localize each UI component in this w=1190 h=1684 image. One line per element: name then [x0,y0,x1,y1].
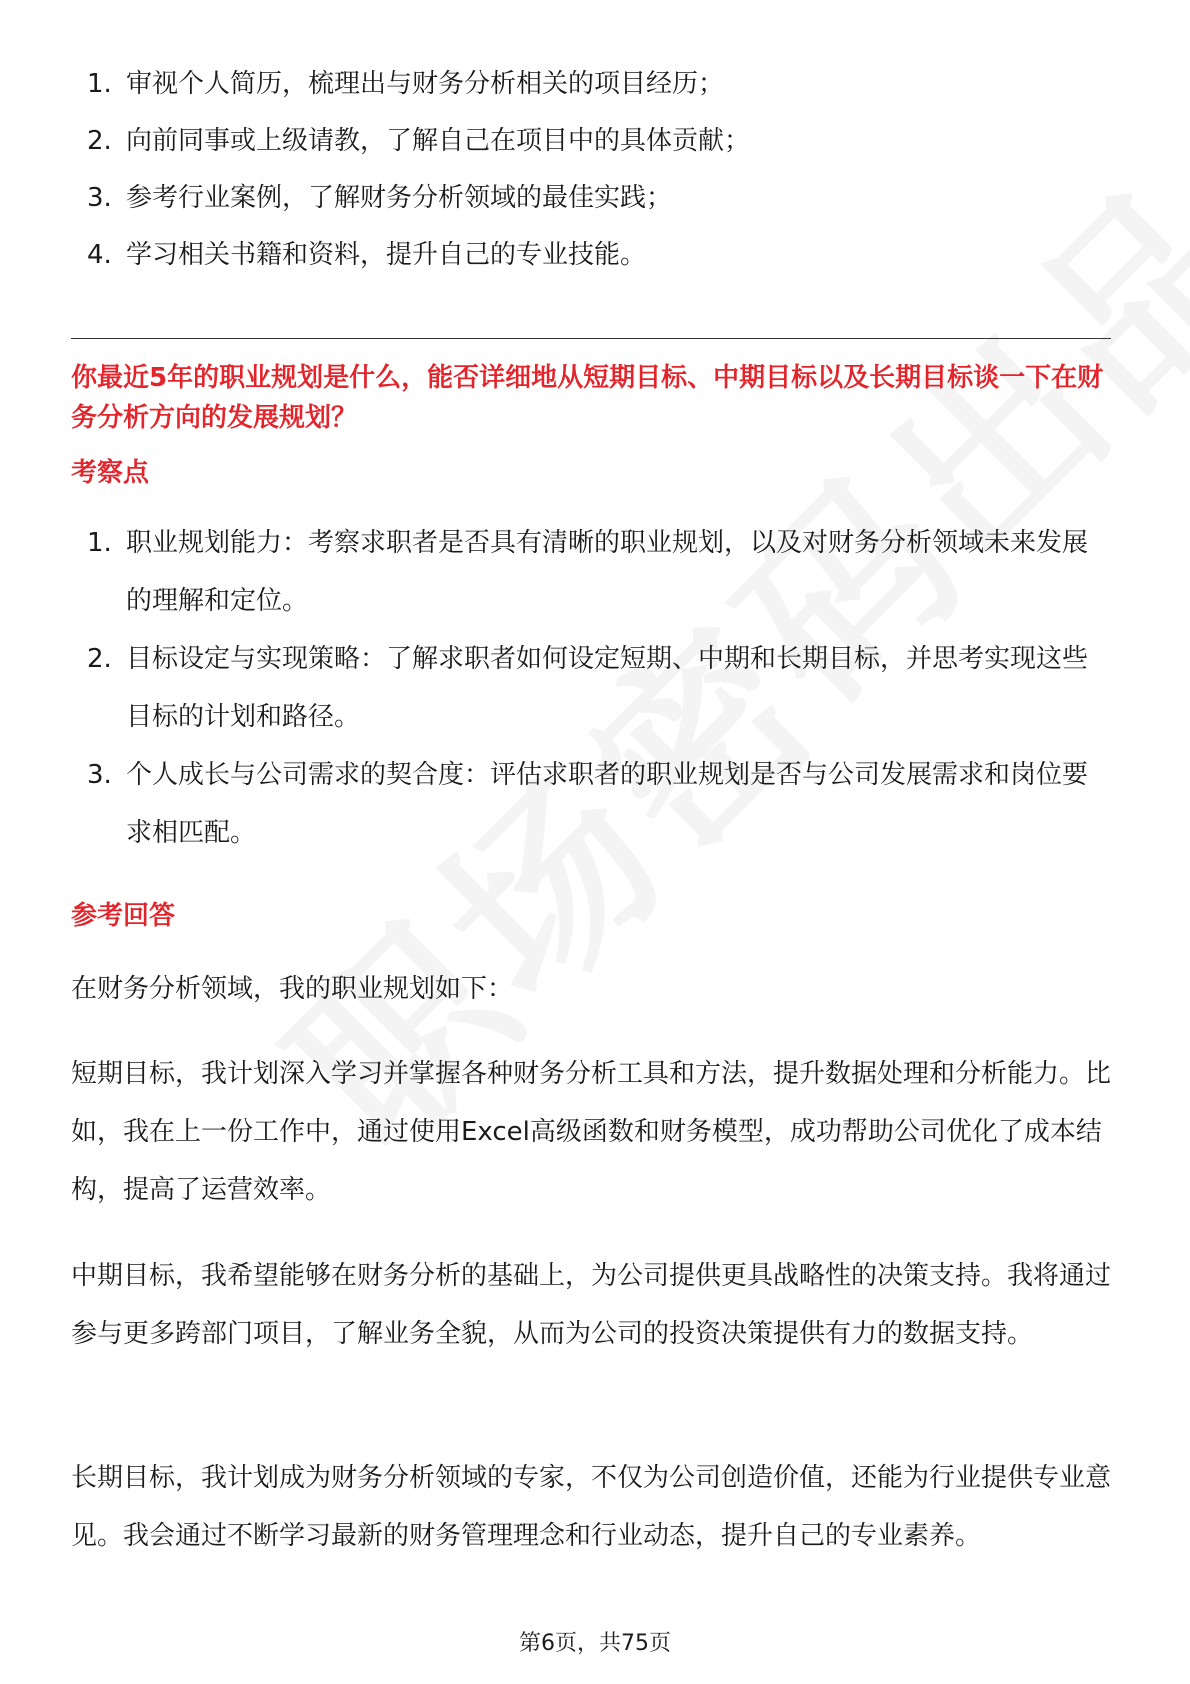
question-heading: 你最近5年的职业规划是什么，能否详细地从短期目标、中期目标以及长期目标谈一下在财务分析方向的发展规划？ [71,363,1104,433]
list-item-text: 职业规划能力：考察求职者是否具有清晰的职业规划，以及对财务分析领域未来发展的理解和定位。 [126,528,1089,616]
page-footer: 第6页，共75页 [519,1631,671,1656]
list-item [71,226,1111,283]
list-item-number: 1. [87,69,112,99]
list-item-text: 个人成长与公司需求的契合度：评估求职者的职业规划是否与公司发展需求和岗位要求相匹配。 [126,760,1089,848]
section-label-reference-answer: 参考回答 [71,901,176,931]
list-item [71,112,1111,169]
list-item-number: 2. [87,126,112,156]
list-item [71,55,1111,112]
list-item [71,630,1111,746]
answer-paragraph: 在财务分析领域，我的职业规划如下： [71,974,514,1004]
list-item-number: 3. [87,760,112,790]
prep-steps-list [71,55,1111,283]
section-divider [71,338,1111,339]
list-item-text: 学习相关书籍和资料，提升自己的专业技能。 [126,240,647,270]
list-item-text: 向前同事或上级请教，了解自己在项目中的具体贡献； [126,126,751,156]
answer-paragraph-long-term: 长期目标，我计划成为财务分析领域的专家，不仅为公司创造价值，还能为行业提供专业意见。我会通过不断学习最新的财务管理理念和行业动态，提升自己的专业素养。 [71,1463,1112,1551]
list-item-text: 审视个人简历，梳理出与财务分析相关的项目经历； [126,69,725,99]
answer-paragraph-mid-term: 中期目标，我希望能够在财务分析的基础上，为公司提供更具战略性的决策支持。我将通过参与更多跨部门项目，了解业务全貌，从而为公司的投资决策提供有力的数据支持。 [71,1261,1112,1349]
list-item [71,746,1111,862]
list-item-number: 3. [87,183,112,213]
list-item [71,514,1111,630]
list-item [71,169,1111,226]
list-item-text: 参考行业案例，了解财务分析领域的最佳实践； [126,183,673,213]
list-item-number: 1. [87,528,112,558]
answer-paragraph-short-term: 短期目标，我计划深入学习并掌握各种财务分析工具和方法，提升数据处理和分析能力。比如，我在上一份工作中，通过使用Excel高级函数和财务模型，成功帮助公司优化了成本结构，提高了运营效率。 [71,1059,1112,1205]
list-item-text: 目标设定与实现策略：了解求职者如何设定短期、中期和长期目标，并思考实现这些目标的计划和路径。 [126,644,1089,732]
section-label-assessment-points: 考察点 [71,458,150,488]
list-item-number: 4. [87,240,112,270]
assessment-points-list [71,514,1111,862]
list-item-number: 2. [87,644,112,674]
